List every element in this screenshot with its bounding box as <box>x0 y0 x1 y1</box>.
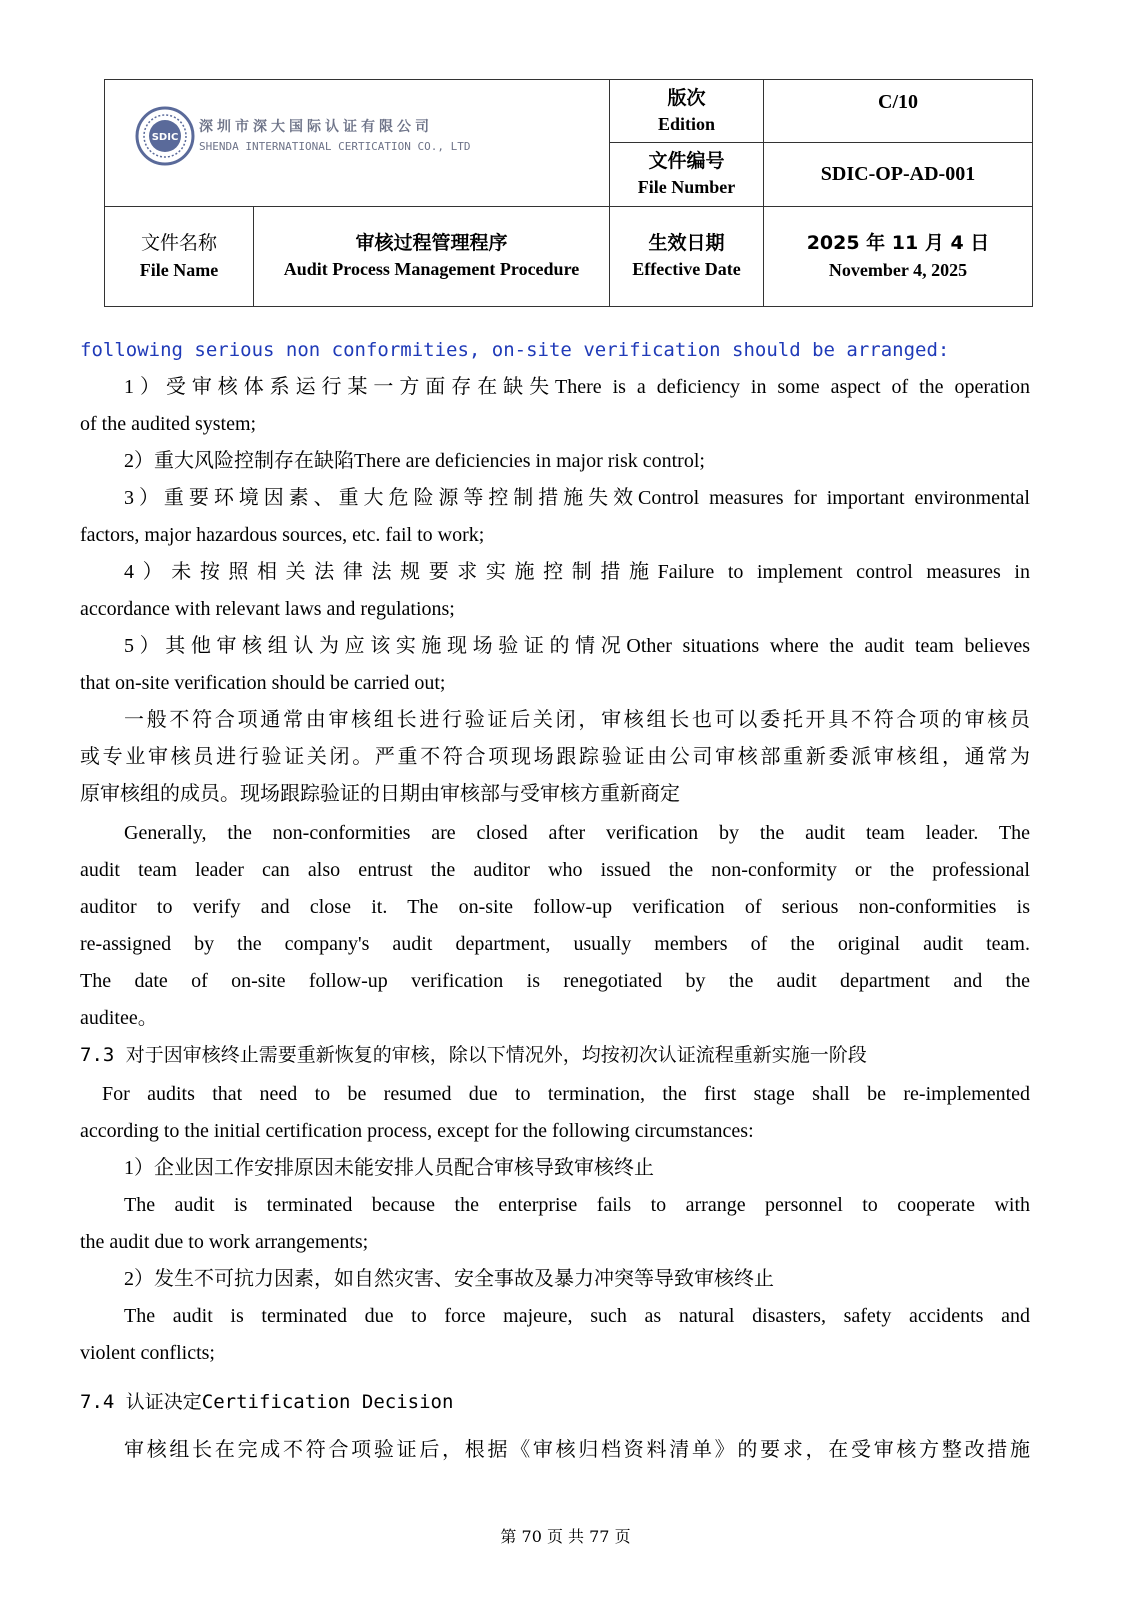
company-logo-cell <box>105 80 610 207</box>
list-item: 4）未按照相关法律法规要求实施控制措施Failure to implement control measures in <box>124 561 1030 583</box>
file-number-label-zh: 文件编号 <box>648 150 725 173</box>
list-item: 5）其他审核组认为应该实施现场验证的情况Other situations where the audit team believes <box>124 635 1030 657</box>
effective-date-label-zh: 生效日期 <box>648 232 725 255</box>
effective-date-value-en: November 4, 2025 <box>828 260 968 281</box>
paragraph-line: following serious non conformities, on-site verification should be arranged: <box>80 339 950 361</box>
effective-date-value-zh: 2025 年 11 月 4 日 <box>806 232 990 255</box>
file-number-value-cell <box>764 142 1033 206</box>
company-name-zh: 深圳市深大国际认证有限公司 <box>199 119 433 136</box>
paragraph-line: 或专业审核员进行验证关闭。严重不符合项现场跟踪验证由公司审核部重新委派审核组，通常为 <box>80 746 1030 768</box>
list-item: 3）重要环境因素、重大危险源等控制措施失效Control measures for important environmental <box>124 487 1030 509</box>
company-name-en: SHENDA INTERNATIONAL CERTICATION CO., LTD <box>199 140 471 154</box>
paragraph-line: The audit is terminated due to force majeure, such as natural disasters, safety accidents and <box>124 1305 1030 1327</box>
paragraph-line: according to the initial certification process, except for the following circumstances: <box>80 1120 754 1142</box>
paragraph-line: Generally, the non-conformities are closed after verification by the audit team leader. The <box>124 822 1030 844</box>
paragraph-line: For audits that need to be resumed due to termination, the first stage shall be re-implemented <box>102 1083 1030 1105</box>
paragraph-line: 一般不符合项通常由审核组长进行验证后关闭，审核组长也可以委托开具不符合项的审核员 <box>124 709 1030 731</box>
paragraph-line: auditee。 <box>80 1007 158 1029</box>
file-name-label-en: File Name <box>139 260 219 281</box>
paragraph-line: re-assigned by the company's audit department, usually members of the original audit team. <box>80 933 1030 955</box>
file-name-label-cell <box>105 206 254 306</box>
company-logo-icon <box>135 106 195 166</box>
paragraph-line: 原审核组的成员。现场跟踪验证的日期由审核部与受审核方重新商定 <box>80 783 680 805</box>
file-number-label-en: File Number <box>637 177 736 198</box>
file-name-label-zh: 文件名称 <box>140 232 217 255</box>
edition-label-zh: 版次 <box>667 86 706 109</box>
paragraph-line: accordance with relevant laws and regulations; <box>80 598 455 620</box>
section-heading-7-4: 7.4 认证决定Certification Decision <box>80 1391 454 1413</box>
page-number: 第 70 页 共 77 页 <box>500 1527 631 1546</box>
paragraph-line: The date of on-site follow-up verification is renegotiated by the audit department and the <box>80 970 1030 992</box>
document-title-zh: 审核过程管理程序 <box>355 232 508 255</box>
document-header-table <box>104 79 1033 307</box>
document-title-en: Audit Process Management Procedure <box>283 259 580 280</box>
list-item: 2）发生不可抗力因素，如自然灾害、安全事故及暴力冲突等导致审核终止 <box>124 1268 774 1290</box>
paragraph-line: that on-site verification should be carried out; <box>80 672 446 694</box>
paragraph-line: 审核组长在完成不符合项验证后，根据《审核归档资料清单》的要求，在受审核方整改措施 <box>124 1439 1030 1461</box>
list-item: 1）企业因工作安排原因未能安排人员配合审核导致审核终止 <box>124 1157 654 1179</box>
effective-date-label-cell <box>610 206 764 306</box>
paragraph-line: the audit due to work arrangements; <box>80 1231 369 1253</box>
paragraph-line: auditor to verify and close it. The on-site follow-up verification of serious non-conformities is <box>80 896 1030 918</box>
paragraph-line: of the audited system; <box>80 413 257 435</box>
edition-label-en: Edition <box>657 113 716 134</box>
edition-label-cell <box>610 80 764 143</box>
edition-value-cell <box>764 80 1033 143</box>
effective-date-label-en: Effective Date <box>632 259 741 280</box>
section-heading-7-3: 7.3 对于因审核终止需要重新恢复的审核，除以下情况外，均按初次认证流程重新实施一阶段 <box>80 1044 867 1066</box>
list-item: 1）受审核体系运行某一方面存在缺失There is a deficiency in some aspect of the operation <box>124 376 1030 398</box>
paragraph-line: factors, major hazardous sources, etc. fail to work; <box>80 524 485 546</box>
svg-text:SDIC: SDIC <box>151 132 179 144</box>
edition-value: C/10 <box>878 91 918 114</box>
file-number-label-cell <box>610 142 764 206</box>
effective-date-value-cell <box>764 206 1033 306</box>
paragraph-line: audit team leader can also entrust the auditor who issued the non-conformity or the professional <box>80 859 1030 881</box>
paragraph-line: violent conflicts; <box>80 1342 215 1364</box>
list-item: 2）重大风险控制存在缺陷There are deficiencies in major risk control; <box>124 450 705 472</box>
document-title-cell <box>254 206 610 306</box>
file-number-value: SDIC-OP-AD-001 <box>820 162 976 185</box>
paragraph-line: The audit is terminated because the enterprise fails to arrange personnel to cooperate with <box>124 1194 1030 1216</box>
